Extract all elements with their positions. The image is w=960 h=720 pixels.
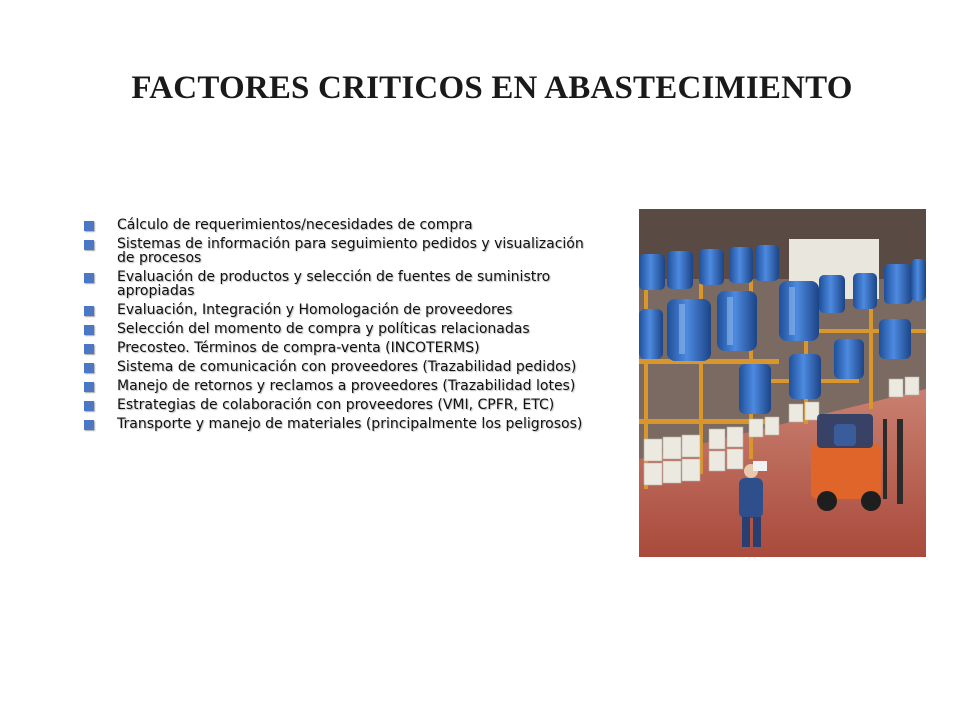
bullet-text: Sistemas de información para seguimiento pedidos y visualización de procesos: [117, 236, 584, 266]
list-item: [84, 322, 584, 336]
warehouse-photo: [639, 209, 926, 557]
list-item: [84, 270, 584, 298]
slide-title: FACTORES CRITICOS EN ABASTECIMIENTO: [131, 70, 853, 106]
square-bullet-icon: [84, 382, 94, 392]
bullet-text: Evaluación de productos y selección de fuentes de suministro apropiadas: [117, 269, 551, 299]
square-bullet-icon: [84, 221, 94, 231]
square-bullet-icon: [84, 325, 94, 335]
bullet-text: Cálculo de requerimientos/necesidades de compra: [117, 217, 473, 233]
bullet-text: Estrategias de colaboración con proveedores (VMI, CPFR, ETC): [117, 397, 555, 413]
square-bullet-icon: [84, 273, 94, 283]
bullet-text: Selección del momento de compra y políticas relacionadas: [117, 321, 530, 337]
list-item: [84, 417, 584, 431]
square-bullet-icon: [84, 420, 94, 430]
list-item: [84, 218, 584, 232]
square-bullet-icon: [84, 344, 94, 354]
bullet-list: [84, 218, 584, 436]
bullet-text: Evaluación, Integración y Homologación de proveedores: [117, 302, 513, 318]
square-bullet-icon: [84, 240, 94, 250]
bullet-text: Precosteo. Términos de compra-venta (INCOTERMS): [117, 340, 480, 356]
square-bullet-icon: [84, 306, 94, 316]
list-item: [84, 303, 584, 317]
list-item: [84, 379, 584, 393]
square-bullet-icon: [84, 363, 94, 373]
list-item: [84, 360, 584, 374]
bullet-text: Manejo de retornos y reclamos a proveedores (Trazabilidad lotes): [117, 378, 576, 394]
square-bullet-icon: [84, 401, 94, 411]
bullet-text: Transporte y manejo de materiales (principalmente los peligrosos): [117, 416, 583, 432]
list-item: [84, 237, 584, 265]
list-item: [84, 398, 584, 412]
list-item: [84, 341, 584, 355]
bullet-text: Sistema de comunicación con proveedores (Trazabilidad pedidos): [117, 359, 577, 375]
